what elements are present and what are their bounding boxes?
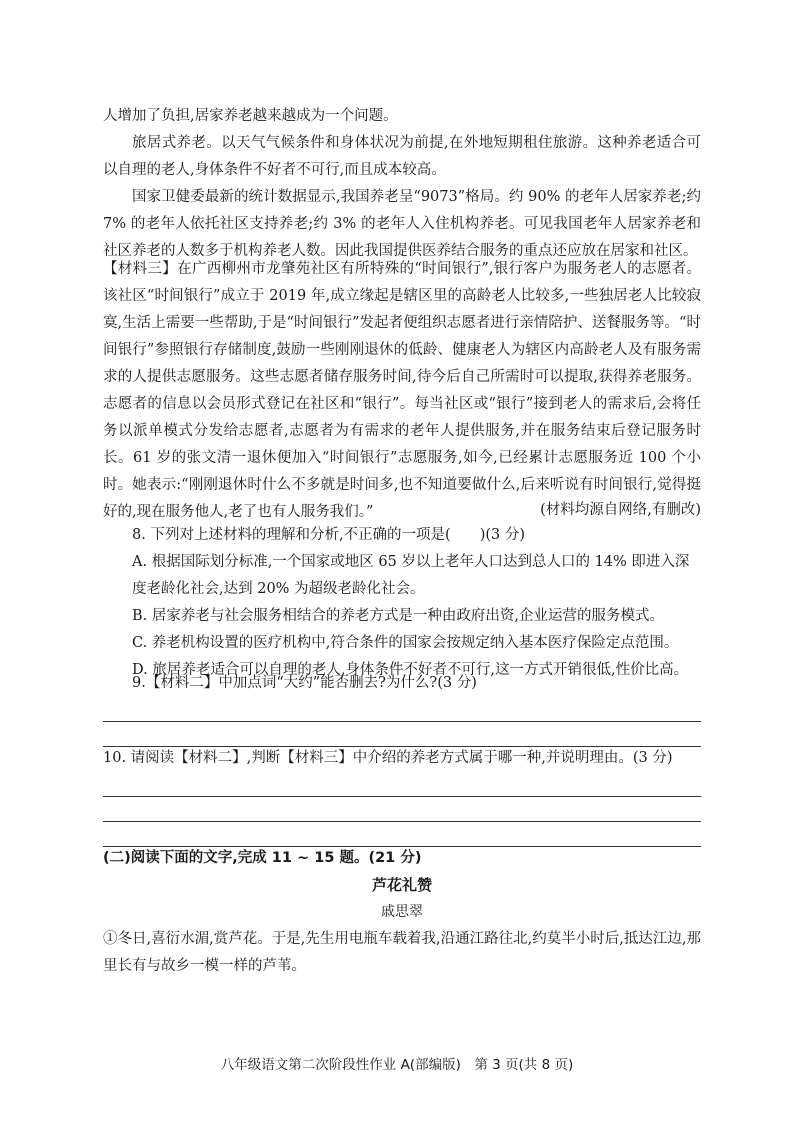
question-10-stem: 10. 请阅读【材料二】,判断【材料三】中介绍的养老方式属于哪一种,并说明理由。(3 分) — [103, 750, 673, 766]
question-10 — [103, 745, 701, 847]
section-2-heading: (二)阅读下面的文字,完成 11 ~ 15 题。(21 分) — [103, 850, 422, 866]
paragraph-statistics: 国家卫健委最新的统计数据显示,我国养老呈“9073”格局。约 90% 的老年人居家养老;约 7% 的老年人依托社区支持养老;约 3% 的老年人入住机构养老。可见我国老年人居家养老和社区养老的人数多于机构养老人数。因此我国提供医养结合服务的重点还应放在居家和社区。 — [103, 189, 701, 259]
source-note-block — [103, 497, 701, 524]
answer-line[interactable] — [103, 822, 701, 847]
question-8-stem: 8. 下列对上述材料的理解和分析,不正确的一项是( )(3 分) — [132, 527, 526, 543]
question-8-option-a: A. 根据国际划分标准,一个国家或地区 65 岁以上老年人口达到总人口的 14% 即进入深度老龄化社会,达到 20% 为超级老龄化社会。 — [132, 554, 690, 597]
article-author: 戚思翠 — [381, 904, 423, 920]
answer-line[interactable] — [103, 697, 701, 722]
question-8-option-d: D. 旅居养老适合可以自理的老人,身体条件不好者不可行,这一方式开销很低,性价比高。 — [132, 662, 689, 678]
section-2 — [103, 845, 701, 980]
reading-passage-material3 — [103, 256, 701, 526]
answer-line[interactable] — [103, 797, 701, 822]
page-footer: 八年级语文第二次阶段性作业 A(部编版) 第 3 页(共 8 页) — [220, 1057, 574, 1073]
source-note: (材料均源自网络,有删改) — [540, 502, 701, 518]
paragraph-travel-elderly-care: 旅居式养老。以天气气候条件和身体状况为前提,在外地短期租住旅游。这种养老适合可以自理的老人,身体条件不好者不可行,而且成本较高。 — [103, 135, 701, 178]
question-8-option-c: C. 养老机构设置的医疗机构中,符合条件的国家会按规定纳入基本医疗保险定点范围。 — [132, 635, 679, 651]
question-8 — [103, 522, 701, 684]
answer-line[interactable] — [103, 772, 701, 797]
paragraph-material-3: 【材料三】在广西柳州市龙肇苑社区有所特殊的“时间银行”,银行客户为服务老人的志愿者。该社区“时间银行”成立于 2019 年,成立缘起是辖区里的高龄老人比较多,一些独居老人比较寂寞,生活上需要一些帮助,于是“时间银行”发起者便组织志愿者进行亲情陪护、送餐服务等。“时间银行”参照银行存储制度,鼓励一些刚刚退休的低龄、健康老人为辖区内高龄老人及有服务需求的人提供志愿服务。这些志愿者储存服务时间,待今后自己所需时可以提取,获得养老服务。志愿者的信息以会员形式登记在社区和“银行”。每当社区或“银行”接到老人的需求后,会将任务以派单模式分发给志愿者,志愿者为有需求的老年人提供服务,并在服务结束后登记服务时长。61 岁的张文清一退休便加入“时间银行”志愿服务,如今,已经累计志愿服务近 100 个小时。她表示:“刚刚退休时什么不多就是时间多,也不知道要做什么,后来听说有时间银行,觉得挺好的,现在服务他人,老了也有人服务我们。” — [103, 261, 701, 520]
paragraph-continuation: 人增加了负担,居家养老越来越成为一个问题。 — [103, 108, 398, 124]
article-title: 芦花礼赞 — [371, 876, 432, 894]
question-9-stem: 9.【材料二】中加点词“大约”能否删去?为什么?(3 分) — [132, 675, 477, 691]
article-paragraph-1: ①冬日,喜衍水湄,赏芦花。于是,先生用电瓶车载着我,沿通江路往北,约莫半小时后,抵达江边,那里长有与故乡一模一样的芦苇。 — [103, 931, 701, 974]
answer-line[interactable] — [103, 722, 701, 747]
question-8-option-b: B. 居家养老与社会服务相结合的养老方式是一种由政府出资,企业运营的服务模式。 — [132, 608, 664, 624]
question-9 — [103, 670, 701, 747]
reading-passage-part1 — [103, 103, 701, 265]
